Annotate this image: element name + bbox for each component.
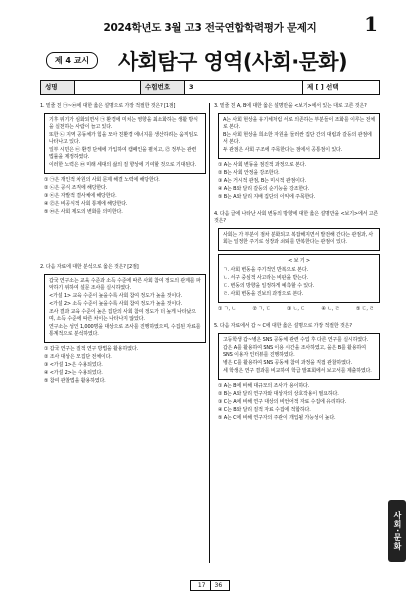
bogi-item: ㄴ. 서구 중심적 사고라는 비판을 받는다. [223,275,308,281]
passage-line: 기후 위기가 심화되면서 ㉠ 환경에 미치는 영향을 최소화하는 생활 방식을 실천하는 사람이 늘고 있다. [49,117,198,130]
current-page: 17 [197,582,206,589]
answer-choices [218,306,380,313]
question-4-passage [218,228,380,251]
passage-line: <가설 1> 교육 수준이 높을수록 사회 참여 정도가 높을 것이다. [49,293,183,299]
subject-side-tab: 사회·문화 [388,500,406,562]
exam-title: 2024학년도 3월 고3 전국연합학력평가 문제지 [103,22,317,34]
answer-option[interactable]: ④ A는 B와 달리 갈등의 순기능을 강조한다. [218,186,310,192]
info-row [40,80,380,95]
right-column [214,103,380,426]
passage-line: A는 사회 현상을 유기체처럼 서로 의존하는 부분들이 조화를 이루는 전체로 본다. [223,117,375,130]
question-2 [40,264,206,385]
answer-option[interactable]: ③ A는 거시적 관점, B는 미시적 관점이다. [218,178,306,184]
bogi-item: ㄹ. 사회 변동을 진보의 과정으로 본다. [223,291,304,297]
passage-line: 사회는 가 부분이 점차 분화되고 복잡해지면서 발전해 간다는 관점과, 사회는 일정한 주기로 성장과 쇠퇴를 반복한다는 관점이 있다. [223,232,374,245]
answer-option[interactable]: ③ ㉢은 자발적 결사체에 해당한다. [44,193,117,199]
bogi-item: ㄱ. 사회 변동을 주기적인 반복으로 본다. [223,267,308,273]
answer-option[interactable]: ① A는 B에 비해 대규모의 조사가 용이하다. [218,383,310,389]
answer-option[interactable]: ④ ㉣은 비공식적 사회 통제에 해당한다. [44,201,128,207]
question-5 [214,323,380,422]
answer-option[interactable]: ① A는 사회 변동을 점진적 과정으로 본다. [218,162,306,168]
exam-no-label: 수험번호 [141,81,185,94]
question-5-stem: 5. 다음 자료에서 갑 ~ C에 대한 옳은 설명으로 가장 적절한 것은? [214,323,352,329]
answer-option[interactable]: ③ C는 A에 비해 연구 대상의 비언어적 자료 수집에 유리하다. [218,399,347,405]
passage-line: 연구소는 성인 1,000명을 대상으로 조사를 진행하였으며, 수집된 자료를 통계적으로 분석하였다. [49,324,201,337]
answer-option[interactable]: ① ㉠은 개인적 차원의 사회 문제 해결 노력에 해당한다. [44,177,160,183]
question-1 [40,103,206,216]
question-4-bogi [218,254,380,303]
passage-line: 이러한 노력은 ㉤ 미래 세대의 삶의 질 향상에 기여할 것으로 기대된다. [49,162,197,168]
passage-line: 일부 시민은 ㉢ 환경 단체에 가입하여 캠페인을 펼치고, ㉣ 정부는 관련 법률을 제정하였다. [49,147,197,160]
passage-line: 갑국 연구소는 교육 수준과 소득 수준에 따른 사회 참여 정도의 관계를 파악하기 위하여 설문 조사를 실시하였다. [49,278,201,291]
question-3 [214,103,380,201]
page-indicator [190,580,230,591]
question-5-passage [218,333,380,380]
subject-title: 사회탐구 영역(사회·문화) [118,50,347,74]
answer-option[interactable]: ③ ㄴ, ㄷ [286,306,305,312]
passage-line: 갑은 A를 활용하여 SNS 이용 시간을 조사하였고, 을은 B를 활용하여 SNS 이용자 인터뷰를 진행하였다. [223,345,366,358]
passage-line: 세 학생은 연구 결과를 비교하여 학급 발표회에서 보고서를 제출하였다. [223,368,372,374]
answer-option[interactable]: ① 갑국 연구는 질적 연구 방법을 활용하였다. [44,346,138,352]
passage-line: <가설 2> 소득 수준이 높을수록 사회 참여 정도가 높을 것이다. [49,301,183,307]
answer-option[interactable]: ⑤ 참여 관찰법을 활용하였다. [44,378,106,384]
name-label: 성명 [41,81,75,94]
question-3-stem: 3. 밑줄 친 A, B에 대한 옳은 설명만을 <보기>에서 있는 대로 고른 것은? [214,103,367,109]
passage-line: 고등학생 갑~병은 SNS 공동체 관련 수업 후 다른 연구를 실시하였다. [223,337,369,343]
bogi-title: < 보 기 > [288,258,310,264]
question-4-stem: 4. 다음 글에 나타난 사회 변동의 방향에 대한 옳은 설명만을 <보기>에서 고른 것은? [214,211,379,224]
passage-line: 두 관점은 사회 구조에 주목한다는 점에서 공통점이 있다. [223,147,343,153]
answer-option[interactable]: ⑤ B는 A와 달리 지배 집단의 이익에 주목한다. [218,194,316,200]
answer-option[interactable]: ② B는 A와 달리 연구자와 대상자의 상호작용이 필요하다. [218,391,339,397]
question-4 [214,211,380,313]
name-field[interactable] [75,81,141,94]
answer-option[interactable]: ② B는 사회 안정을 강조한다. [218,170,280,176]
question-1-passage [44,113,206,174]
left-column [40,103,206,389]
question-3-passage [218,113,380,159]
answer-option[interactable]: ④ C는 B와 달리 질적 자료 수집에 적합하다. [218,407,311,413]
choice-field[interactable]: 제 [ ] 선택 [307,83,339,91]
answer-option[interactable]: ④ <가설 2>는 수용되었다. [44,370,103,376]
passage-line: 조사 결과 교육 수준이 높은 집단의 사회 참여 정도가 더 높게 나타났으며, 소득 수준에 따른 차이는 나타나지 않았다. [49,309,196,322]
answer-option[interactable]: ④ ㄴ, ㄹ [321,306,340,312]
answer-option[interactable]: ① ㄱ, ㄴ [218,306,237,312]
answer-option[interactable]: ② ㄱ, ㄷ [252,306,271,312]
passage-line: 또한 ㉡ 지역 공동체가 힘을 모아 친환경 에너지를 생산하려는 움직임도 나타나고 있다. [49,132,198,145]
title-row [40,46,380,74]
answer-option[interactable]: ② 조사 대상은 모집단 전체이다. [44,354,112,360]
footer [0,572,420,591]
period-badge: 제 4 교시 [46,52,98,69]
answer-option[interactable]: ② ㉡은 공식 조직에 해당한다. [44,185,108,191]
passage-line: B는 사회 현상을 희소한 자원을 둘러싼 집단 간의 대립과 갈등의 관점에서 본다. [223,132,372,145]
question-2-passage [44,274,206,343]
answer-option[interactable]: ⑤ A는 C에 비해 연구자의 주관이 개입될 가능성이 높다. [218,415,336,421]
answer-option[interactable]: ⑤ ㄷ, ㄹ [355,306,374,312]
answer-option[interactable]: ⑤ ㉤은 사회 제도의 변화를 의미한다. [44,209,123,215]
question-1-stem: 1. 밑줄 친 ㉠~㉤에 대한 옳은 설명으로 가장 적절한 것은? [1점] [40,103,176,109]
passage-line: 병은 C를 활용하여 SNS 공동체 참여 과정을 직접 관찰하였다. [223,360,352,366]
total-pages: 36 [214,582,223,589]
question-2-stem: 2. 다음 자료에 대한 분석으로 옳은 것은? [2점] [40,264,139,270]
bogi-item: ㄷ. 변동의 방향을 일정하게 예측할 수 있다. [223,283,315,289]
page-number: 1 [364,12,378,36]
answer-option[interactable]: ③ <가설 1>은 수용되었다. [44,362,103,368]
column-divider [209,103,210,563]
exam-no-field[interactable]: 3 [185,81,303,94]
